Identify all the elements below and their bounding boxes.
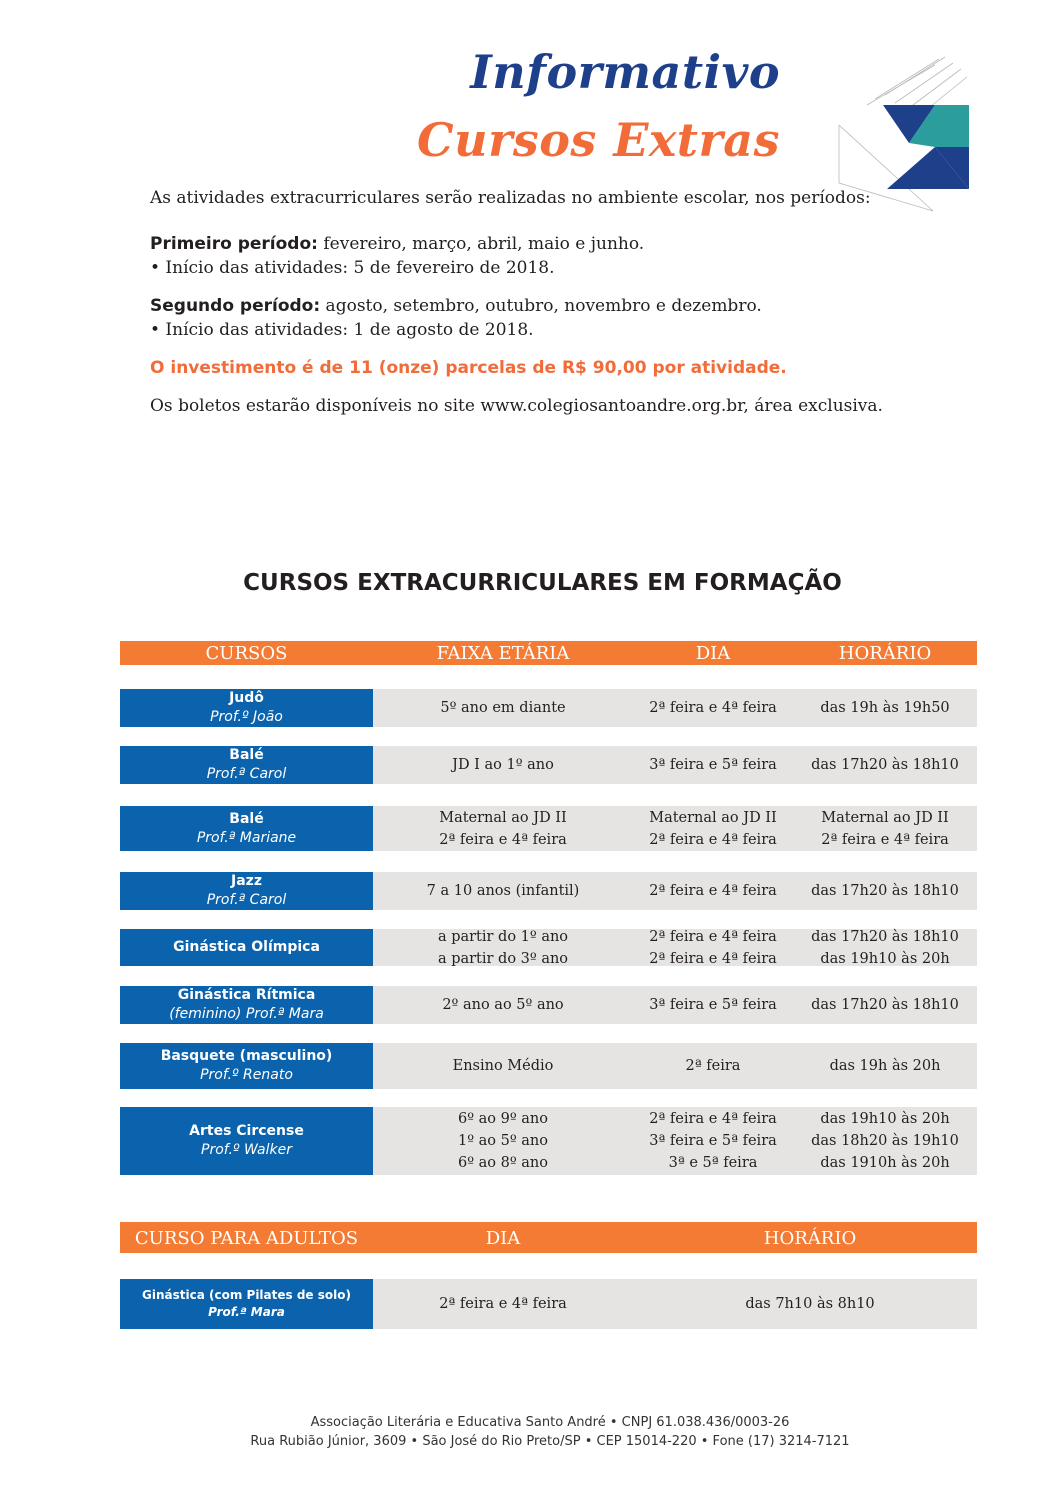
- intro-text: As atividades extracurriculares serão realizadas no ambiente escolar, nos períodos:: [150, 188, 871, 208]
- adult-course-time: das 7h10 às 8h10: [745, 1296, 875, 1312]
- course-row: [120, 986, 977, 1024]
- header-faixa-etaria: FAIXA ETÁRIA: [436, 643, 570, 664]
- course-schedule: [793, 1107, 977, 1175]
- title-cursos-extras: Cursos Extras: [417, 113, 780, 167]
- course-professor: Prof.ª Carol: [206, 892, 287, 908]
- section-title: CURSOS EXTRACURRICULARES EM FORMAÇÃO: [243, 570, 842, 596]
- adult-course-name-cell: [120, 1279, 373, 1329]
- header-horario: HORÁRIO: [838, 643, 932, 664]
- adult-course-row: [120, 1279, 977, 1329]
- course-days: [643, 689, 783, 727]
- course-schedule-line: das 19h às 19h50: [820, 700, 950, 716]
- course-name-cell: [120, 1107, 373, 1175]
- course-days-line: 2ª feira e 4ª feira: [649, 928, 777, 945]
- course-schedule: [793, 746, 977, 784]
- course-schedule: [793, 689, 977, 727]
- course-age-range-line: Maternal ao JD II: [439, 809, 567, 826]
- course-days: [643, 1043, 783, 1089]
- course-name: Balé: [229, 810, 264, 827]
- course-days-line: 2ª feira e 4ª feira: [649, 831, 777, 848]
- investment-notice: O investimento é de 11 (onze) parcelas de R$ 90,00 por atividade.: [150, 358, 787, 378]
- footer-line2: Rua Rubião Júnior, 3609 • São José do Rio Preto/SP • CEP 15014-220 • Fone (17) 3214-7121: [250, 1434, 850, 1449]
- course-days-line: 3ª feira e 5ª feira: [649, 997, 777, 1013]
- course-schedule: [793, 986, 977, 1024]
- course-schedule-line: das 17h20 às 18h10: [811, 883, 959, 899]
- course-days: [643, 806, 783, 851]
- course-professor: Prof.º Walker: [201, 1142, 292, 1158]
- course-name-cell: [120, 986, 373, 1024]
- course-schedule-line: das 18h20 às 19h10: [811, 1133, 959, 1149]
- course-professor: (feminino) Prof.ª Mara: [169, 1006, 324, 1022]
- course-schedule: [793, 806, 977, 851]
- second-period-label: Segundo período:: [150, 296, 321, 316]
- course-days: [643, 929, 783, 966]
- course-age-range-line: 2ª feira e 4ª feira: [439, 831, 567, 848]
- adult-course-day: 2ª feira e 4ª feira: [439, 1296, 567, 1312]
- course-row: [120, 872, 977, 910]
- course-row: [120, 806, 977, 851]
- course-name: Ginástica Olímpica: [173, 939, 320, 955]
- first-period: [150, 232, 910, 256]
- course-days-line: 3ª feira e 5ª feira: [649, 1133, 777, 1149]
- first-period-start: • Início das atividades: 5 de fevereiro de 2018.: [150, 258, 555, 278]
- intro-section: [150, 186, 910, 418]
- adult-table-header: [120, 1222, 977, 1253]
- course-professor: Prof.ª Carol: [206, 766, 287, 782]
- course-age-range-line: a partir do 3º ano: [437, 950, 569, 967]
- course-row: [120, 689, 977, 727]
- course-age-range: [373, 689, 633, 727]
- course-row: [120, 746, 977, 784]
- course-age-range: [373, 806, 633, 851]
- course-age-range-line: 5º ano em diante: [440, 700, 566, 716]
- course-days: [643, 1107, 783, 1175]
- course-days: [643, 986, 783, 1024]
- title-informativo: Informativo: [470, 45, 780, 99]
- course-age-range: [373, 986, 633, 1024]
- course-age-range-line: Ensino Médio: [452, 1058, 554, 1074]
- course-name-cell: [120, 872, 373, 910]
- course-professor: Prof.º Renato: [200, 1067, 293, 1083]
- course-age-range: [373, 1107, 633, 1175]
- course-age-range-line: 7 a 10 anos (infantil): [426, 883, 580, 899]
- course-age-range-line: a partir do 1º ano: [437, 928, 569, 945]
- course-schedule-line: das 17h20 às 18h10: [811, 997, 959, 1013]
- course-name-cell: [120, 689, 373, 727]
- boletos-notice: Os boletos estarão disponíveis no site www.colegiosantoandre.org.br, área exclusiva.: [150, 396, 883, 416]
- first-period-months: fevereiro, março, abril, maio e junho.: [317, 234, 645, 254]
- footer: [0, 1413, 1058, 1451]
- course-days-line: Maternal ao JD II: [649, 809, 777, 826]
- course-name: Jazz: [231, 873, 262, 889]
- course-days-line: 2ª feira e 4ª feira: [649, 700, 777, 716]
- course-schedule-line: das 19h às 20h: [829, 1058, 941, 1074]
- course-age-range: [373, 929, 633, 966]
- course-schedule-line: das 1910h às 20h: [820, 1155, 950, 1171]
- courses-table-header: [120, 641, 977, 665]
- course-age-range-line: 6º ao 9º ano: [457, 1111, 548, 1127]
- second-period-start: • Início das atividades: 1 de agosto de 2018.: [150, 320, 534, 340]
- course-row: [120, 929, 977, 966]
- course-schedule-line: 2ª feira e 4ª feira: [821, 831, 949, 848]
- second-period: [150, 294, 910, 318]
- course-age-range-line: 2º ano ao 5º ano: [442, 997, 564, 1013]
- course-schedule-line: Maternal ao JD II: [821, 809, 949, 826]
- course-schedule-line: das 19h10 às 20h: [820, 1111, 950, 1127]
- footer-line1: Associação Literária e Educativa Santo André • CNPJ 61.038.436/0003-26: [310, 1415, 790, 1430]
- course-schedule: [793, 872, 977, 910]
- course-age-range-line: JD I ao 1º ano: [452, 757, 554, 773]
- second-period-months: agosto, setembro, outubro, novembro e dezembro.: [320, 296, 762, 316]
- course-name: Balé: [229, 747, 264, 763]
- header-curso-adultos: CURSO PARA ADULTOS: [134, 1228, 359, 1249]
- adult-course-name: Ginástica (com Pilates de solo): [142, 1288, 351, 1302]
- course-professor: Prof.º João: [210, 709, 283, 725]
- course-schedule: [793, 929, 977, 966]
- course-days-line: 2ª feira: [685, 1058, 741, 1074]
- course-name-cell: [120, 806, 373, 851]
- course-age-range-line: 6º ao 8º ano: [457, 1155, 548, 1171]
- course-age-range: [373, 746, 633, 784]
- course-days-line: 2ª feira e 4ª feira: [649, 950, 777, 967]
- course-schedule-line: das 19h10 às 20h: [820, 950, 950, 967]
- course-days-line: 3ª e 5ª feira: [668, 1155, 758, 1171]
- course-age-range: [373, 1043, 633, 1089]
- course-days-line: 2ª feira e 4ª feira: [649, 1111, 777, 1127]
- course-row: [120, 1107, 977, 1175]
- course-schedule: [793, 1043, 977, 1089]
- adult-course-prof: Prof.ª Mara: [208, 1305, 285, 1319]
- course-days: [643, 746, 783, 784]
- course-name: Artes Circense: [189, 1123, 304, 1139]
- header-adult-horario: HORÁRIO: [763, 1228, 857, 1249]
- header-adult-dia: DIA: [485, 1228, 521, 1249]
- course-schedule-line: das 17h20 às 18h10: [811, 757, 959, 773]
- course-name: Ginástica Rítmica: [177, 987, 316, 1003]
- course-professor: Prof.ª Mariane: [196, 829, 297, 846]
- course-name-cell: [120, 929, 373, 966]
- course-days-line: 2ª feira e 4ª feira: [649, 883, 777, 899]
- course-row: [120, 1043, 977, 1089]
- course-name: Basquete (masculino): [160, 1048, 333, 1064]
- course-age-range-line: 1º ao 5º ano: [457, 1133, 548, 1149]
- course-schedule-line: das 17h20 às 18h10: [811, 928, 959, 945]
- first-period-label: Primeiro período:: [150, 234, 318, 254]
- header-dia: DIA: [695, 643, 731, 664]
- header-cursos: CURSOS: [205, 643, 288, 664]
- course-name-cell: [120, 1043, 373, 1089]
- course-days: [643, 872, 783, 910]
- course-days-line: 3ª feira e 5ª feira: [649, 757, 777, 773]
- course-name: Judô: [229, 690, 264, 706]
- course-name-cell: [120, 746, 373, 784]
- course-age-range: [373, 872, 633, 910]
